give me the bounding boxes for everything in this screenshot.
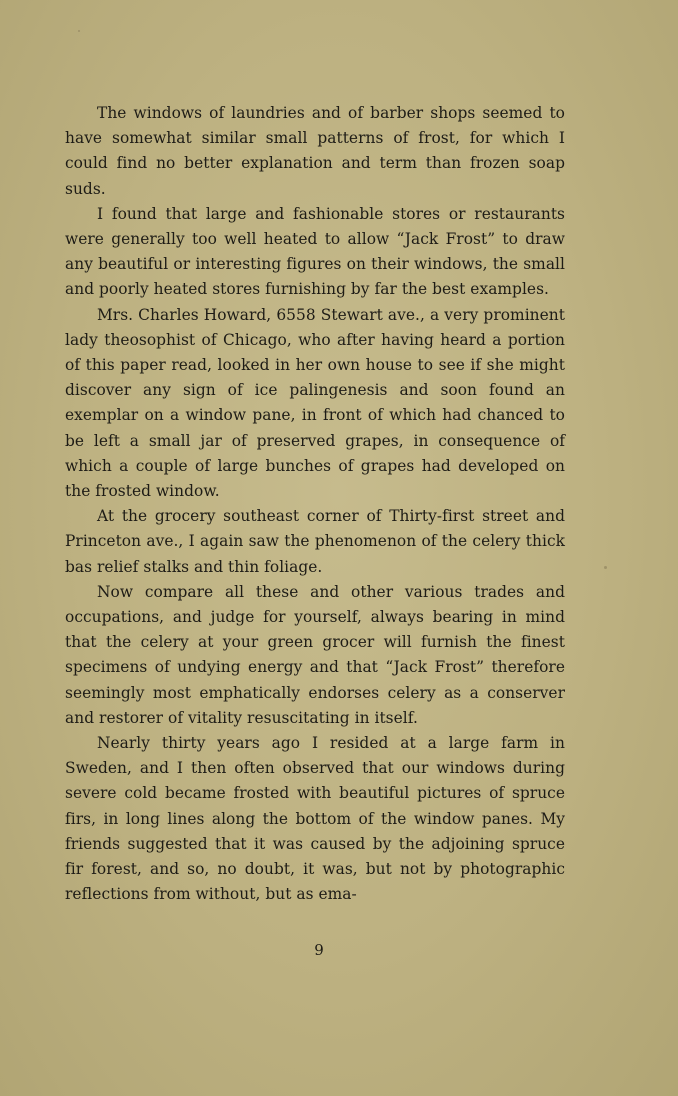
paragraph-mrs-howard: Mrs. Charles Howard, 6558 Stewart ave., a very prominent lady theosophist of Chicago, who after having heard a portion of this paper read, looked in her own house to see if she might discover any sign of ice palingenesis and soon found an exemplar on a window pane, in front of which had chanced to be left a small jar of preserved grapes, in consequence of which a couple of large bunches of grapes had developed on the frosted window.: [65, 305, 565, 501]
paragraph-laundries: The windows of laundries and of barber shops seemed to have somewhat similar small patterns of frost, for which I could find no better explanation and term than frozen soap suds.: [65, 104, 565, 198]
paper-speck: [604, 566, 607, 569]
paragraph-sweden: Nearly thirty years ago I resided at a large farm in Sweden, and I then often observed that our windows during severe cold became frosted with beautiful pictures of spruce firs, in long lines along the bottom of the window panes. My friends suggested that it was caused by the adjoining spruce fir forest, and so, no doubt, it was, but not by photographic reflections from without, but as ema-: [65, 734, 565, 904]
page-number: 9: [314, 941, 324, 959]
paragraph-grocery: At the grocery southeast corner of Thirty-first street and Princeton ave., I again saw the phenomenon of the celery thick bas relief stalks and thin foliage.: [65, 507, 565, 576]
paragraph-compare: Now compare all these and other various trades and occupations, and judge for yourself, always bearing in mind that the celery at your green grocer will furnish the finest specimens of undying energy and that “Jack Frost” therefore seemingly most emphatically endorses celery as a conserver and restorer of vitality resuscitating in itself.: [65, 582, 565, 727]
paragraph-stores: I found that large and fashionable stores or restaurants were generally too well heated to allow “Jack Frost” to draw any beautiful or interesting figures on their windows, the small and poorly heated stores furnishing by far the best examples.: [65, 204, 565, 299]
paper-speck: [78, 30, 80, 32]
body-text: [65, 101, 565, 908]
